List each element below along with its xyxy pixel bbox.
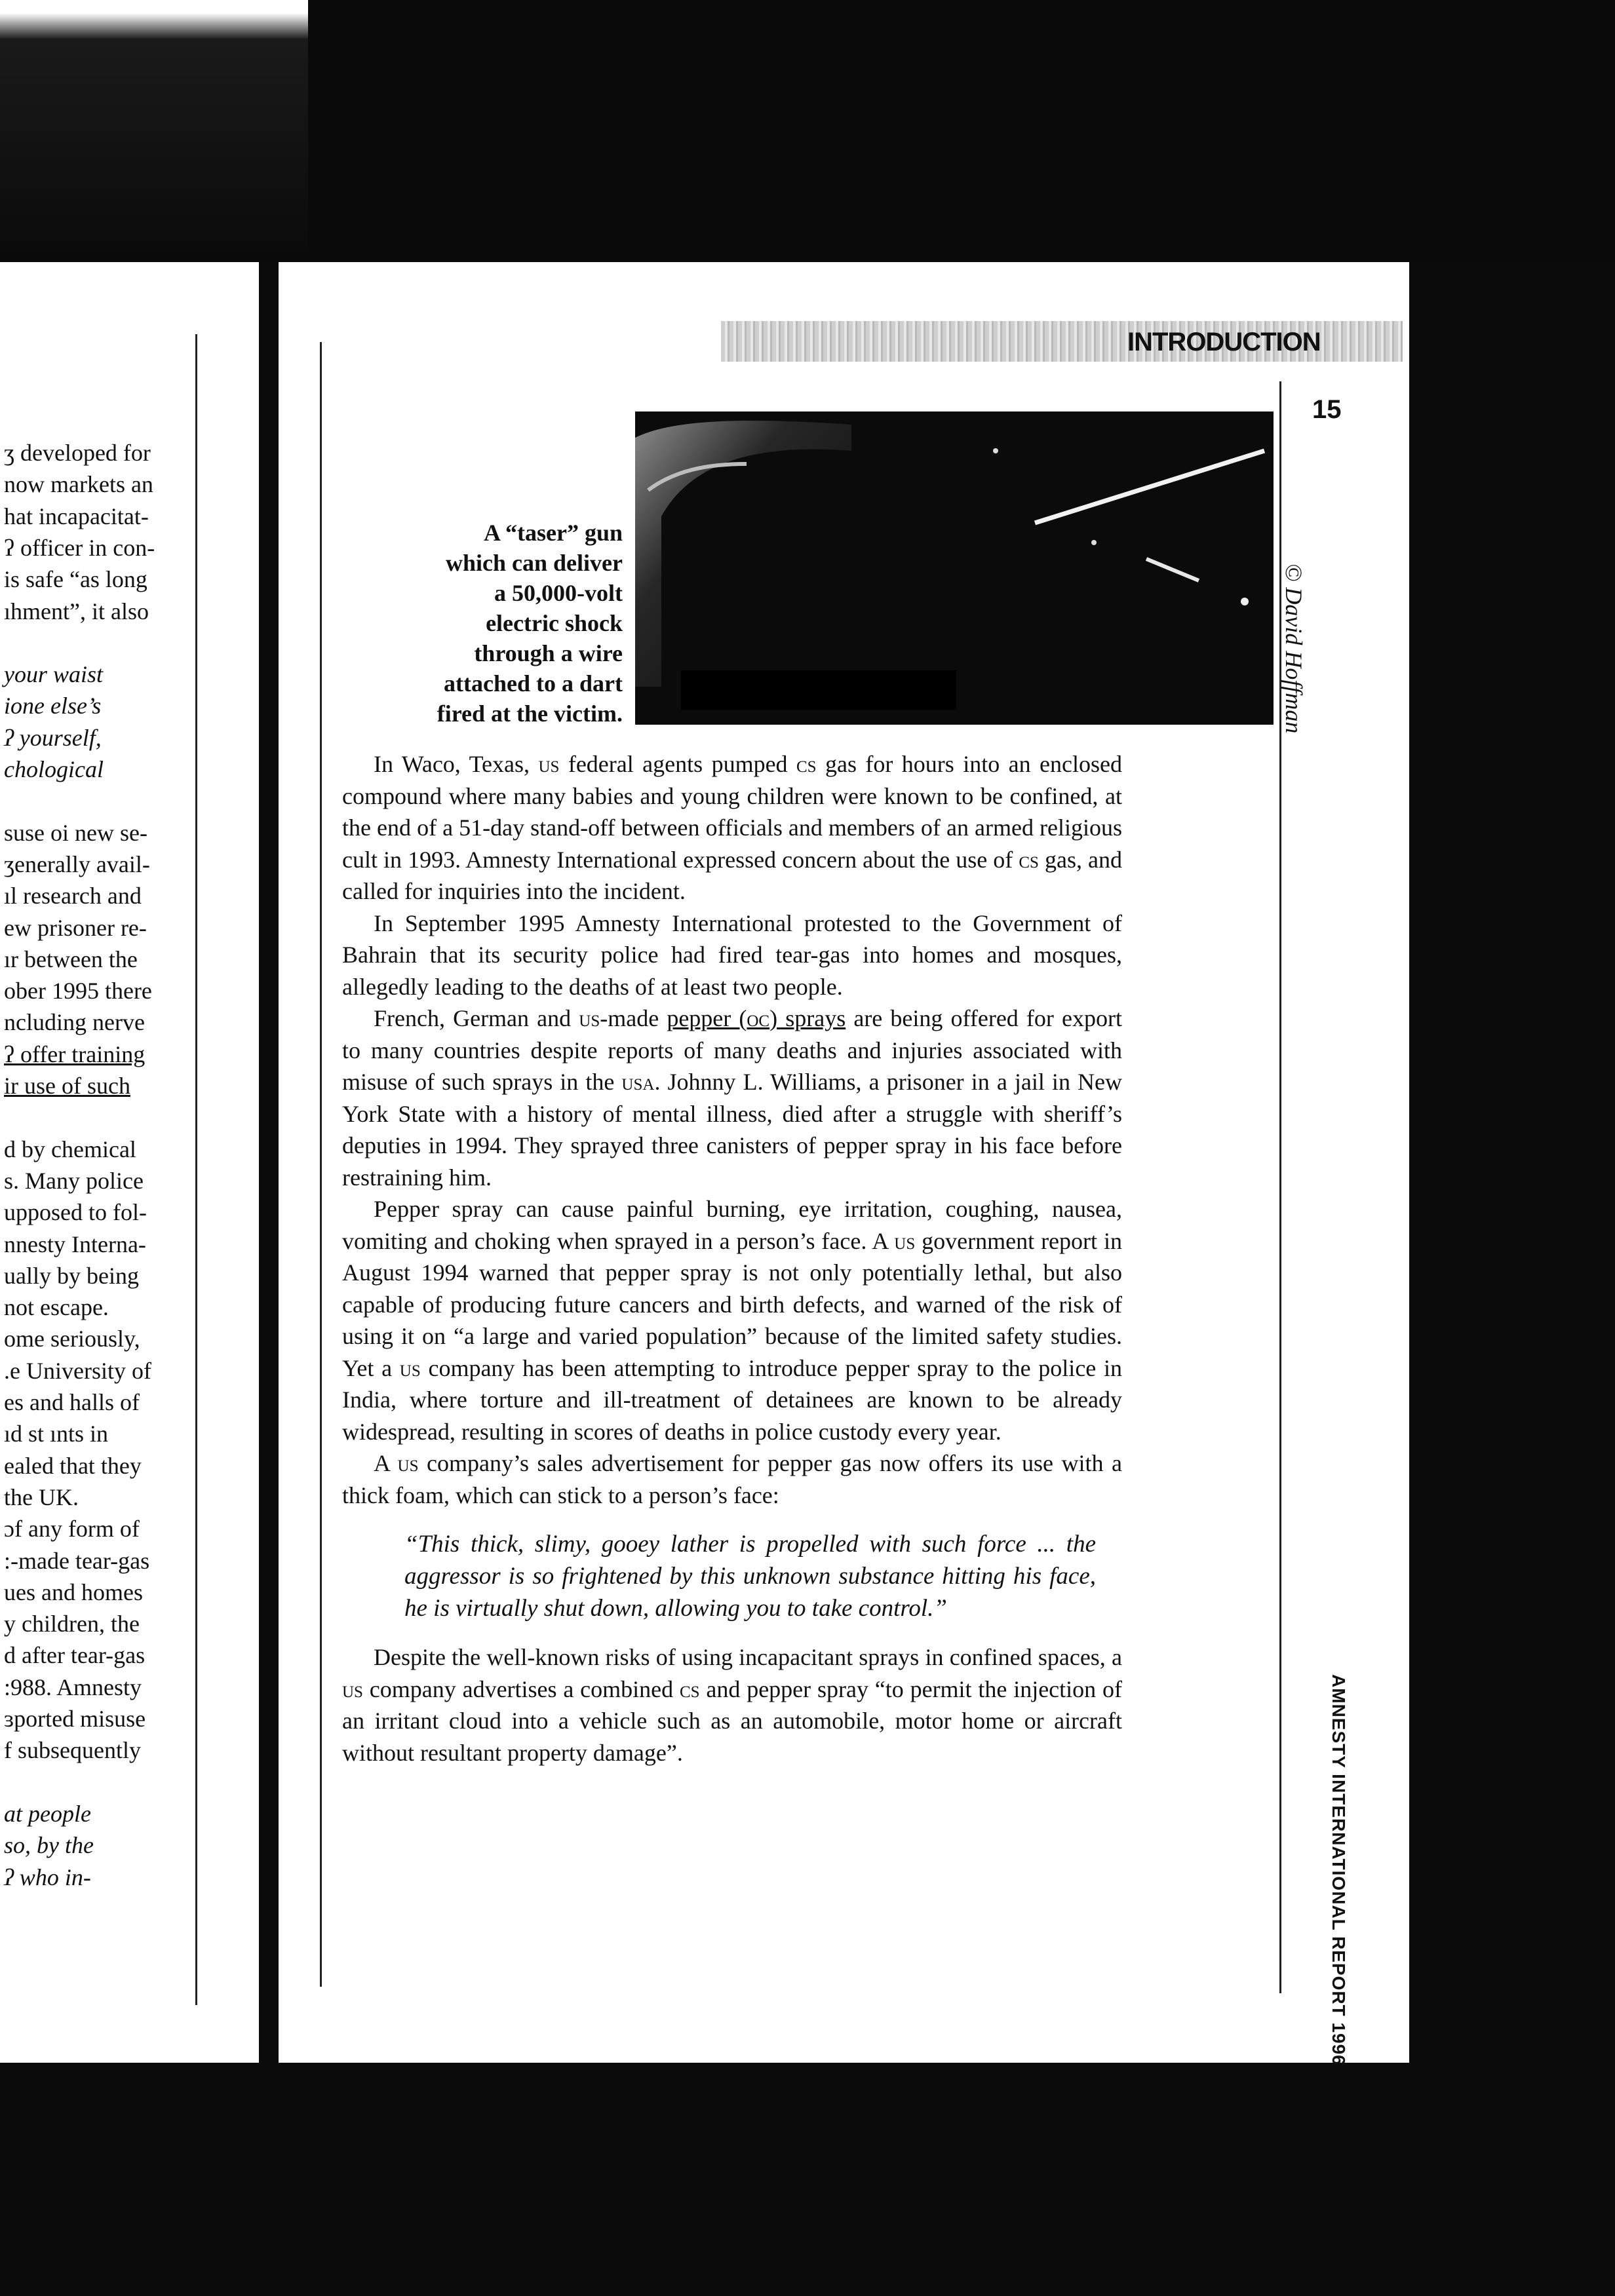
left-page-line: ʒenerally avail- (4, 851, 150, 877)
left-page-line: ır between the (4, 946, 138, 972)
article-body (342, 748, 1122, 1769)
left-page-line: ıl research and (4, 883, 142, 909)
paragraph: In September 1995 Amnesty International protested to the Government of Bahrain that its security police had fired tear-gas into homes and mosques, allegedly leading to the deaths of at least two people. (342, 909, 1122, 1000)
left-page-line: ʔ offer training (4, 1041, 146, 1067)
paragraph: Pepper spray can cause painful burning, eye irritation, coughing, nausea, vomiting and choking when sprayed in a person’s face. A us government report in August 1994 warned that pepper spray is not only potentially lethal, but also capable of producing future cancers and birth defects, and warned of the risk of using it on “a large and varied population” because of the limited safety studies. Yet a us company has been attempting to introduce pepper spray to the police in India, where torture and ill-treatment of detainees are known to be already widespread, resulting in scores of deaths in police custody every year. (342, 1196, 1122, 1445)
left-page-line: the UK. (4, 1483, 79, 1510)
caption-line: electric shock (486, 610, 623, 636)
left-page-line: so, by the (4, 1832, 94, 1859)
advertisement-quote: “This thick, slimy, gooey lather is propelled with such force ... the aggressor is so frightened by this unknown substance hitting his face, he is virtually shut down, allowing you to take control.” (404, 1531, 1096, 1622)
left-page-line: f subsequently (4, 1737, 141, 1764)
caption-line: which can deliver (446, 550, 623, 576)
left-page-line: ɜported misuse (4, 1706, 146, 1732)
paragraph: In Waco, Texas, us federal agents pumped cs gas for hours into an enclosed compound where many babies and young children were known to be confined, at the end of a 51-day stand-off between officials and members of an armed religious cult in 1993. Amnesty International expressed concern about the use of cs gas, and called for inquiries into the incident. (342, 751, 1122, 904)
left-page-line: ʔ who in- (4, 1864, 91, 1890)
left-page-line: ealed that they (4, 1452, 142, 1479)
scan-right-shadow (1409, 262, 1615, 2296)
pepper-spray-underline: pepper (oc) sprays (667, 1005, 846, 1031)
left-page-line: d after tear-gas (4, 1642, 146, 1669)
left-page-line: nnesty Interna- (4, 1231, 146, 1257)
left-page-line: now markets an (4, 471, 153, 498)
paragraph: French, German and us-made pepper (oc) sprays are being offered for export to many countries despite reports of many deaths and injuries associated with misuse of such sprays in the usa. Johnny L. Williams, a prisoner in a jail in New York State with a history of mental illness, died after a struggle with sheriff’s deputies in 1994. They sprayed three canisters of pepper spray in his face before restraining him. (342, 1005, 1122, 1191)
left-page-line: ɔf any form of (4, 1516, 140, 1542)
left-page-line: d by chemical (4, 1136, 136, 1162)
content-left-rule (320, 342, 322, 1987)
left-page-line: es and halls of (4, 1389, 140, 1415)
left-page-line: ncluding nerve (4, 1009, 145, 1036)
left-page-rule (195, 334, 197, 2005)
left-page-line: chological (4, 756, 104, 782)
left-page-line: ues and homes (4, 1578, 143, 1605)
left-page-line: ʔ yourself, (4, 724, 102, 751)
left-page-line: s. Many police (4, 1167, 144, 1194)
left-page-line: ıhment”, it also (4, 598, 149, 624)
left-page-line: ʔ officer in con- (4, 534, 155, 561)
left-page-line: not escape. (4, 1294, 109, 1321)
caption-line: A “taser” gun (483, 520, 623, 546)
caption-line: through a wire (474, 640, 623, 666)
caption-line: fired at the victim. (437, 700, 623, 727)
left-page-line: is safe “as long (4, 566, 147, 593)
left-page-line: ione else’s (4, 693, 102, 719)
paragraph: Despite the well-known risks of using incapacitant sprays in confined spaces, a us company advertises a combined cs and pepper spray “to permit the injection of an irritant cloud into a vehicle such as an automobile, motor home or aircraft without resultant property damage”. (342, 1644, 1122, 1766)
left-page-line: ıd st ınts in (4, 1421, 109, 1447)
left-page-line: your waist (4, 661, 104, 688)
left-page-line: hat incapacitat- (4, 503, 149, 529)
left-page-line: ome seriously, (4, 1326, 140, 1352)
left-page-line: at people (4, 1800, 91, 1827)
left-page-line: :988. Amnesty (4, 1674, 142, 1700)
paragraph: A us company’s sales advertisement for pepper gas now offers its use with a thick foam, which can stick to a person’s face: (342, 1450, 1122, 1508)
taser-photo (635, 411, 1274, 725)
page-number: 15 (1312, 395, 1342, 424)
left-page-line: ually by being (4, 1262, 139, 1289)
scan-top-left-shadow (0, 0, 308, 262)
taser-photo-image (635, 411, 1274, 725)
left-page-line: y children, the (4, 1611, 140, 1637)
left-page-line: suse oi new se- (4, 819, 147, 846)
left-page-line: ober 1995 there (4, 978, 152, 1004)
book-spine (259, 262, 279, 2064)
caption-line: attached to a dart (444, 670, 623, 697)
left-page-line: :-made tear-gas (4, 1547, 150, 1574)
running-title: AMNESTY INTERNATIONAL REPORT 1996 (1329, 1674, 1349, 2066)
left-page-line: ʒ developed for (4, 440, 151, 466)
left-page-fragment (0, 262, 259, 2063)
section-header-label: INTRODUCTION (1127, 328, 1321, 356)
photo-caption (367, 518, 623, 729)
left-page-line: upposed to fol- (4, 1199, 147, 1226)
left-page-line: ir use of such (4, 1073, 130, 1099)
photo-credit: © David Hoffman (1281, 564, 1307, 734)
caption-line: a 50,000-volt (494, 580, 623, 606)
scan-bottom-shadow (0, 2063, 1615, 2296)
left-page-line: .e University of (4, 1357, 151, 1384)
left-page-line: ew prisoner re- (4, 914, 147, 941)
